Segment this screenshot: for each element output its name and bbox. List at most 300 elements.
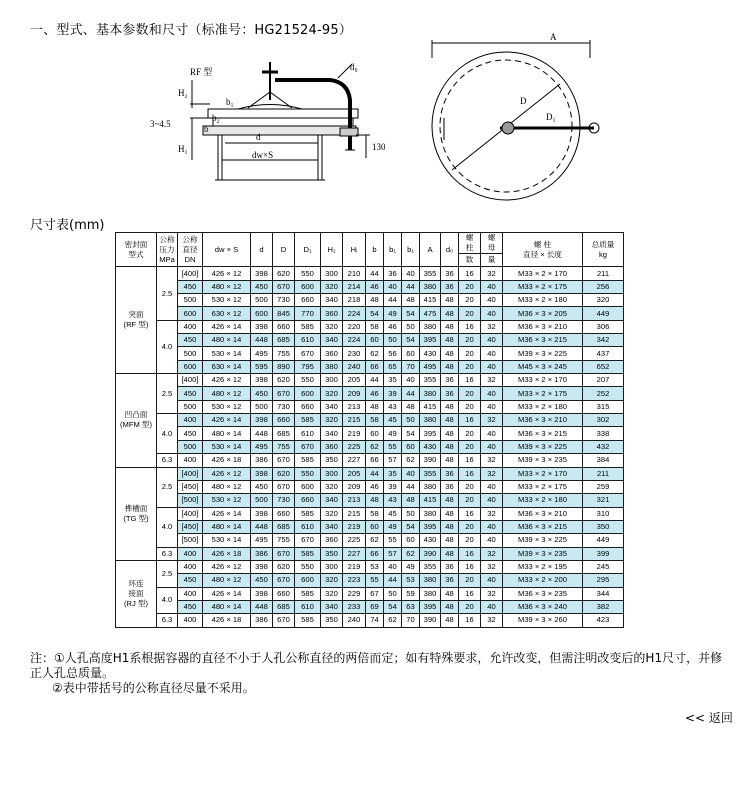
table-cell: 219 — [343, 560, 366, 573]
table-cell: 209 — [343, 480, 366, 493]
table-cell: 70 — [402, 360, 420, 373]
col-b: b — [366, 233, 384, 267]
table-cell: 207 — [583, 374, 624, 387]
table-cell: 60 — [366, 334, 384, 347]
table-cell: 670 — [295, 534, 321, 547]
table-cell: 66 — [366, 454, 384, 467]
table-cell: 430 — [420, 440, 441, 453]
table-cell: 48 — [441, 600, 459, 613]
table-cell: 610 — [295, 427, 321, 440]
table-cell: 55 — [366, 574, 384, 587]
table-cell: 54 — [366, 307, 384, 320]
col-D: D — [273, 233, 295, 267]
table-cell: 45 — [384, 507, 402, 520]
table-cell: 344 — [583, 587, 624, 600]
table-cell: 240 — [343, 360, 366, 373]
table-cell: 55 — [384, 534, 402, 547]
table-cell: 600 — [295, 280, 321, 293]
table-cell: 320 — [321, 480, 343, 493]
table-cell: 48 — [366, 294, 384, 307]
table-cell: 350 — [583, 520, 624, 533]
table-cell: 48 — [402, 494, 420, 507]
table-title: 尺寸表(mm) — [30, 218, 105, 233]
table-cell: 46 — [366, 480, 384, 493]
table-cell: 66 — [366, 360, 384, 373]
table-cell: 430 — [420, 347, 441, 360]
table-row — [116, 454, 624, 467]
table-cell: 210 — [343, 267, 366, 280]
table-cell: 224 — [343, 334, 366, 347]
table-cell: M33 × 2 × 180 — [503, 294, 583, 307]
table-cell: 54 — [402, 307, 420, 320]
table-cell: 16 — [459, 587, 481, 600]
table-cell: 430 — [420, 534, 441, 547]
table-cell: 530 × 12 — [203, 294, 251, 307]
table-cell: 48 — [441, 507, 459, 520]
table-cell: 32 — [481, 547, 503, 560]
table-cell: 670 — [273, 454, 295, 467]
table-cell: 252 — [583, 387, 624, 400]
table-cell: 390 — [420, 547, 441, 560]
table-cell: 44 — [402, 280, 420, 293]
table-cell: 670 — [295, 347, 321, 360]
table-cell: 40 — [481, 334, 503, 347]
table-cell: 36 — [441, 267, 459, 280]
table-cell: 40 — [481, 600, 503, 613]
table-cell: 340 — [321, 520, 343, 533]
table-cell: 530 × 14 — [203, 534, 251, 547]
table-cell: 16 — [459, 614, 481, 627]
table-cell: 660 — [295, 400, 321, 413]
table-cell: 229 — [343, 587, 366, 600]
table-cell: 395 — [420, 427, 441, 440]
table-cell: 380 — [420, 320, 441, 333]
table-cell: 585 — [295, 454, 321, 467]
table-cell: 20 — [459, 534, 481, 547]
table-cell: 48 — [441, 494, 459, 507]
table-cell: 32 — [481, 507, 503, 520]
table-cell: 500 — [178, 400, 203, 413]
table-cell: 600 — [295, 480, 321, 493]
table-cell: 480 × 14 — [203, 600, 251, 613]
table-cell: 40 — [481, 387, 503, 400]
table-cell: 355 — [420, 467, 441, 480]
table-cell: 449 — [583, 534, 624, 547]
table-row — [116, 360, 624, 373]
table-cell: 480 × 12 — [203, 480, 251, 493]
table-cell: 44 — [366, 467, 384, 480]
table-cell: M33 × 2 × 170 — [503, 267, 583, 280]
table-cell: 54 — [384, 600, 402, 613]
table-cell: 685 — [273, 600, 295, 613]
table-cell: 530 × 14 — [203, 347, 251, 360]
table-cell: 320 — [321, 587, 343, 600]
table-cell: 48 — [441, 534, 459, 547]
table-cell: 398 — [251, 374, 273, 387]
table-cell: 450 — [178, 427, 203, 440]
table-cell: 40 — [481, 534, 503, 547]
table-row — [116, 560, 624, 573]
table-cell: 620 — [273, 467, 295, 480]
table-cell: 46 — [366, 387, 384, 400]
table-cell: M45 × 3 × 245 — [503, 360, 583, 373]
table-cell: M39 × 3 × 225 — [503, 440, 583, 453]
table-cell: [450] — [178, 520, 203, 533]
table-cell: 320 — [321, 320, 343, 333]
pressure-cell: 4.0 — [157, 320, 178, 373]
table-cell: 20 — [459, 427, 481, 440]
table-cell: 211 — [583, 267, 624, 280]
table-cell: 480 × 14 — [203, 427, 251, 440]
table-cell: 415 — [420, 400, 441, 413]
pressure-cell: 4.0 — [157, 507, 178, 547]
table-cell: 49 — [384, 427, 402, 440]
b-label: b — [204, 124, 209, 134]
table-row — [116, 520, 624, 533]
table-cell: 60 — [366, 520, 384, 533]
table-row — [116, 547, 624, 560]
pressure-cell: 6.3 — [157, 614, 178, 627]
table-cell: 306 — [583, 320, 624, 333]
spec-table-body — [116, 267, 624, 627]
table-cell: 620 — [273, 560, 295, 573]
table-cell: 70 — [402, 614, 420, 627]
table-cell: 48 — [441, 520, 459, 533]
table-cell: 48 — [441, 400, 459, 413]
table-cell: 48 — [441, 307, 459, 320]
table-cell: 600 — [295, 387, 321, 400]
table-cell: 16 — [459, 374, 481, 387]
table-cell: 48 — [441, 427, 459, 440]
note-1: 注：①人孔高度H1系根据容器的直径不小于人孔公称直径的两倍而定；如有特殊要求，允许改变，但需注明改变后的H1尺寸，并修正人孔总质量。 — [30, 651, 723, 680]
table-cell: 300 — [321, 374, 343, 387]
table-cell: 450 — [251, 574, 273, 587]
table-cell: 342 — [583, 334, 624, 347]
table-cell: 660 — [273, 587, 295, 600]
table-cell: 259 — [583, 480, 624, 493]
table-cell: 384 — [583, 454, 624, 467]
rf-type-label: RF 型 — [190, 67, 213, 77]
col-d0: d₀ — [441, 233, 459, 267]
table-cell: 448 — [251, 520, 273, 533]
table-cell: 35 — [384, 467, 402, 480]
table-cell: 16 — [459, 467, 481, 480]
table-cell: 213 — [343, 400, 366, 413]
table-cell: 215 — [343, 507, 366, 520]
a-label: A — [550, 32, 557, 42]
table-cell: 49 — [402, 560, 420, 573]
table-cell: 450 — [178, 334, 203, 347]
table-cell: 390 — [420, 614, 441, 627]
table-cell: 295 — [583, 574, 624, 587]
table-cell: 426 × 12 — [203, 374, 251, 387]
table-cell: 652 — [583, 360, 624, 373]
table-cell: 209 — [343, 387, 366, 400]
note-2: ②表中带括号的公称直径尽量不采用。 — [52, 681, 255, 695]
table-cell: 50 — [402, 414, 420, 427]
table-cell: 320 — [321, 574, 343, 587]
table-cell: 320 — [321, 414, 343, 427]
table-cell: 450 — [178, 600, 203, 613]
table-cell: 43 — [384, 400, 402, 413]
table-cell: 338 — [583, 427, 624, 440]
table-cell: 320 — [321, 280, 343, 293]
table-cell: [400] — [178, 467, 203, 480]
table-cell: 585 — [295, 414, 321, 427]
d-diameter-label: D — [520, 96, 527, 106]
col-d: d — [251, 233, 273, 267]
table-cell: M36 × 3 × 240 — [503, 600, 583, 613]
table-row — [116, 320, 624, 333]
table-cell: M36 × 3 × 215 — [503, 427, 583, 440]
table-cell: 36 — [441, 387, 459, 400]
table-cell: 46 — [366, 280, 384, 293]
table-cell: 480 × 12 — [203, 574, 251, 587]
table-cell: 530 × 12 — [203, 400, 251, 413]
table-cell: 40 — [481, 280, 503, 293]
table-cell: 50 — [402, 507, 420, 520]
table-cell: 44 — [366, 374, 384, 387]
table-cell: M33 × 2 × 180 — [503, 400, 583, 413]
table-cell: 398 — [251, 587, 273, 600]
table-cell: 450 — [251, 480, 273, 493]
table-cell: 670 — [273, 614, 295, 627]
table-cell: 432 — [583, 440, 624, 453]
table-cell: 20 — [459, 387, 481, 400]
table-cell: 426 × 12 — [203, 267, 251, 280]
table-cell: M36 × 3 × 210 — [503, 507, 583, 520]
table-cell: 320 — [583, 294, 624, 307]
table-cell: 426 × 18 — [203, 547, 251, 560]
table-cell: 620 — [273, 374, 295, 387]
seal-type-cell: 凹凸面 (MFM 型) — [116, 374, 157, 467]
table-cell: 40 — [481, 347, 503, 360]
table-cell: M39 × 3 × 260 — [503, 614, 583, 627]
table-cell: 32 — [481, 414, 503, 427]
table-cell: 550 — [295, 560, 321, 573]
table-cell: 16 — [459, 267, 481, 280]
table-cell: 40 — [402, 374, 420, 387]
d1-label: D₁ — [546, 112, 556, 122]
table-cell: 398 — [251, 560, 273, 573]
table-row — [116, 414, 624, 427]
table-cell: [500] — [178, 534, 203, 547]
table-cell: 40 — [402, 467, 420, 480]
col-H2: Hᵢ — [343, 233, 366, 267]
table-cell: 49 — [384, 307, 402, 320]
table-row — [116, 374, 624, 387]
table-cell: 450 — [251, 280, 273, 293]
table-cell: 48 — [441, 414, 459, 427]
table-cell: 36 — [441, 480, 459, 493]
table-cell: 36 — [384, 267, 402, 280]
table-row — [116, 334, 624, 347]
table-cell: 398 — [251, 267, 273, 280]
table-cell: M39 × 3 × 235 — [503, 454, 583, 467]
table-cell: 58 — [366, 320, 384, 333]
table-cell: 426 × 18 — [203, 614, 251, 627]
table-cell: 35 — [384, 374, 402, 387]
table-row — [116, 400, 624, 413]
table-cell: 530 × 12 — [203, 494, 251, 507]
table-cell: 360 — [321, 347, 343, 360]
table-cell: 32 — [481, 587, 503, 600]
table-cell: 755 — [273, 440, 295, 453]
table-cell: M33 × 2 × 170 — [503, 467, 583, 480]
pressure-cell: 4.0 — [157, 587, 178, 614]
table-cell: 205 — [343, 374, 366, 387]
table-cell: 48 — [441, 547, 459, 560]
table-cell: 386 — [251, 547, 273, 560]
table-cell: 670 — [273, 547, 295, 560]
table-cell: 399 — [583, 547, 624, 560]
table-cell: 660 — [273, 414, 295, 427]
table-cell: 426 × 14 — [203, 414, 251, 427]
table-cell: 500 — [178, 440, 203, 453]
page-header: 一、型式、基本参数和尺寸（标准号：HG21524-95） — [30, 23, 353, 38]
table-cell: 44 — [366, 267, 384, 280]
table-cell: 16 — [459, 414, 481, 427]
table-cell: 20 — [459, 600, 481, 613]
table-cell: 500 — [251, 294, 273, 307]
table-cell: 415 — [420, 294, 441, 307]
table-cell: 49 — [384, 520, 402, 533]
table-cell: 302 — [583, 414, 624, 427]
table-cell: 214 — [343, 280, 366, 293]
table-cell: 55 — [384, 440, 402, 453]
table-cell: 450 — [251, 387, 273, 400]
table-cell: 74 — [366, 614, 384, 627]
table-cell: 340 — [321, 294, 343, 307]
table-cell: 350 — [321, 547, 343, 560]
table-cell: M36 × 3 × 235 — [503, 587, 583, 600]
table-cell: 320 — [321, 387, 343, 400]
table-cell: 40 — [481, 494, 503, 507]
table-cell: 225 — [343, 534, 366, 547]
table-cell: 20 — [459, 480, 481, 493]
table-cell: 670 — [295, 440, 321, 453]
table-cell: 48 — [441, 320, 459, 333]
table-cell: 360 — [321, 534, 343, 547]
table-cell: 480 × 14 — [203, 334, 251, 347]
table-cell: 48 — [366, 400, 384, 413]
table-cell: 48 — [441, 360, 459, 373]
table-cell: [400] — [178, 374, 203, 387]
table-cell: 426 × 14 — [203, 507, 251, 520]
table-cell: 230 — [343, 347, 366, 360]
table-cell: 685 — [273, 427, 295, 440]
table-cell: 685 — [273, 334, 295, 347]
table-cell: 845 — [273, 307, 295, 320]
table-cell: 386 — [251, 614, 273, 627]
table-cell: 50 — [402, 320, 420, 333]
table-cell: 426 × 14 — [203, 587, 251, 600]
table-cell: 65 — [384, 360, 402, 373]
table-cell: 48 — [441, 454, 459, 467]
table-cell: 585 — [295, 587, 321, 600]
table-cell: 60 — [402, 440, 420, 453]
col-stud: 螺 柱 直径 × 长度 — [503, 233, 583, 267]
table-cell: 450 — [178, 574, 203, 587]
table-cell: 380 — [321, 360, 343, 373]
table-cell: M33 × 2 × 175 — [503, 280, 583, 293]
table-cell: 500 — [178, 294, 203, 307]
h1-label: H₁ — [178, 144, 188, 154]
table-cell: 400 — [178, 614, 203, 627]
col-b2: b₁ — [402, 233, 420, 267]
table-cell: 205 — [343, 467, 366, 480]
table-cell: M33 × 2 × 175 — [503, 387, 583, 400]
table-cell: 395 — [420, 520, 441, 533]
d0-label: d₀ — [350, 62, 358, 72]
table-cell: 62 — [402, 547, 420, 560]
table-cell: 16 — [459, 560, 481, 573]
table-cell: 495 — [420, 360, 441, 373]
table-cell: 660 — [273, 507, 295, 520]
table-cell: 20 — [459, 294, 481, 307]
seal-type-cell: 榫槽面 (TG 型) — [116, 467, 157, 560]
table-cell: 426 × 12 — [203, 560, 251, 573]
b2-label: b₂ — [212, 113, 220, 123]
table-cell: 448 — [251, 334, 273, 347]
table-cell: 60 — [402, 347, 420, 360]
table-cell: 240 — [343, 614, 366, 627]
table-cell: 36 — [441, 280, 459, 293]
table-cell: 40 — [402, 267, 420, 280]
table-cell: 32 — [481, 374, 503, 387]
table-cell: 66 — [366, 547, 384, 560]
table-cell: 530 × 14 — [203, 440, 251, 453]
pressure-cell: 2.5 — [157, 560, 178, 587]
table-cell: 20 — [459, 347, 481, 360]
table-cell: 730 — [273, 400, 295, 413]
table-cell: 585 — [295, 320, 321, 333]
pressure-cell: 6.3 — [157, 454, 178, 467]
table-cell: 48 — [441, 587, 459, 600]
table-cell: [500] — [178, 494, 203, 507]
table-cell: 595 — [251, 360, 273, 373]
table-cell: 227 — [343, 454, 366, 467]
table-cell: 20 — [459, 494, 481, 507]
table-cell: 32 — [481, 467, 503, 480]
table-cell: 40 — [481, 574, 503, 587]
table-cell: M39 × 3 × 225 — [503, 347, 583, 360]
pressure-cell: 2.5 — [157, 267, 178, 320]
col-pressure: 公称 压力 MPa — [157, 233, 178, 267]
table-row — [116, 614, 624, 627]
back-link[interactable]: << 返回 — [685, 711, 733, 725]
table-cell: 211 — [583, 467, 624, 480]
col-nut-num: 量 — [481, 254, 503, 267]
table-cell: M33 × 2 × 170 — [503, 374, 583, 387]
table-cell: M36 × 3 × 215 — [503, 520, 583, 533]
table-cell: 400 — [178, 547, 203, 560]
table-cell: 660 — [295, 294, 321, 307]
col-type: 密封面 型式 — [116, 233, 157, 267]
table-cell: 36 — [441, 560, 459, 573]
table-cell: 48 — [402, 294, 420, 307]
table-row — [116, 440, 624, 453]
table-cell: 600 — [295, 574, 321, 587]
table-cell: 245 — [583, 560, 624, 573]
table-cell: 48 — [441, 334, 459, 347]
table-row — [116, 347, 624, 360]
table-cell: 660 — [295, 494, 321, 507]
table-cell: 660 — [273, 320, 295, 333]
table-cell: 670 — [273, 280, 295, 293]
table-cell: 40 — [384, 280, 402, 293]
table-cell: 58 — [366, 507, 384, 520]
